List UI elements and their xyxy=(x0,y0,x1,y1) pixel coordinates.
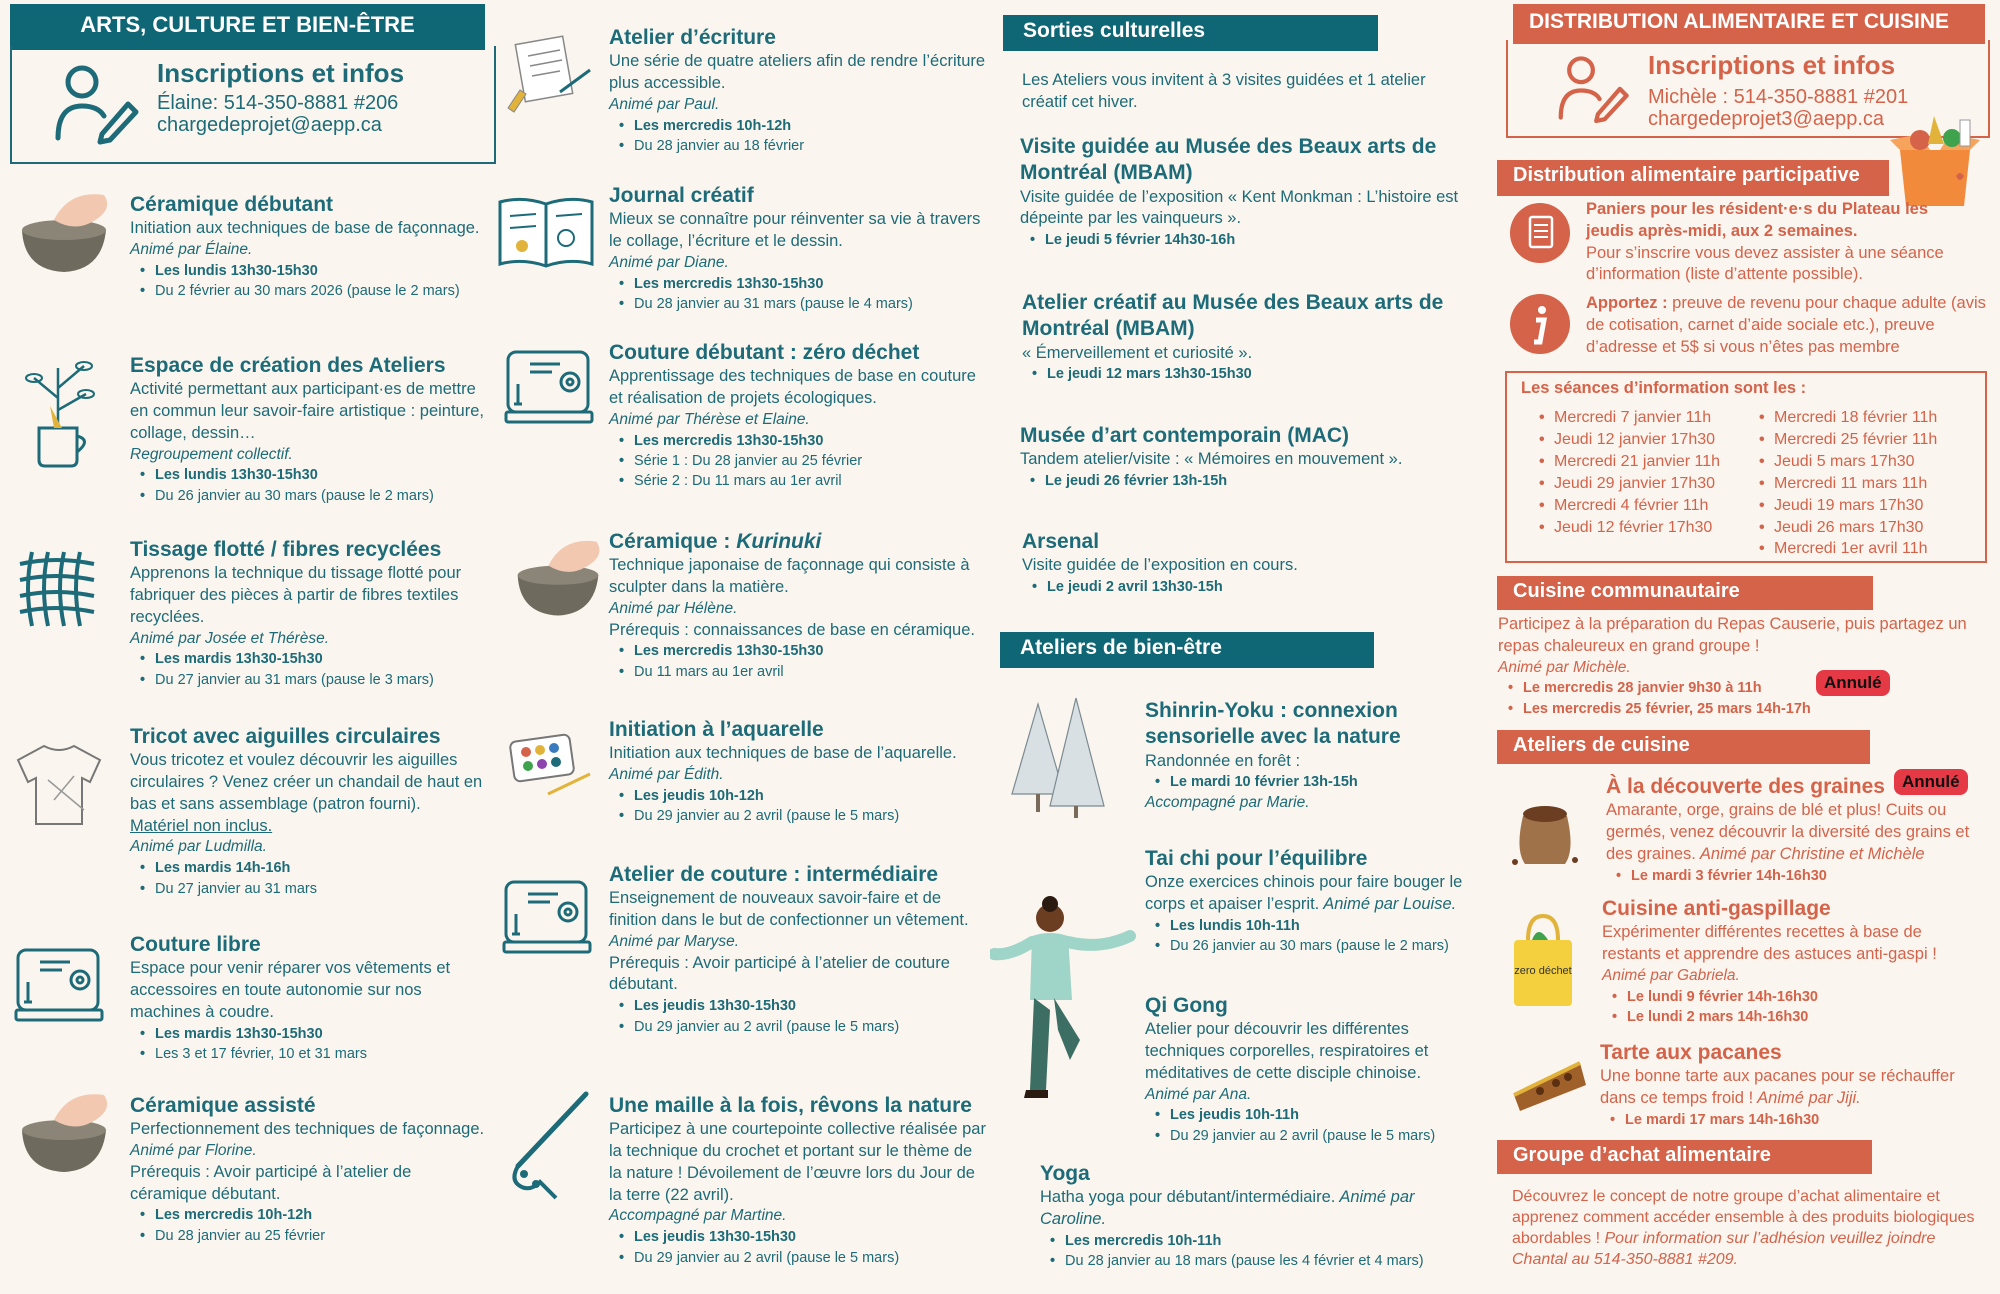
activity-description: Visite guidée de l’exposition « Kent Monkman : L’histoire est dépeinte par les vainqueurs ». xyxy=(1020,187,1459,228)
schedule-dates: • Du 27 janvier au 31 mars (pause le 3 mars) xyxy=(155,670,490,690)
activity-une-maille xyxy=(609,1093,989,1268)
activity-description: Une série de quatre ateliers afin de rendre l’écriture plus accessible. xyxy=(609,52,986,93)
cuisine-communautaire xyxy=(1498,614,1988,719)
activity-animator: Animé par Hélène. xyxy=(609,599,738,617)
schedule-bold: • Les lundis 13h30-15h30 xyxy=(155,465,485,485)
activity-title: Atelier d’écriture xyxy=(609,26,776,49)
schedule-dates: • Du 29 janvier au 2 avril (pause le 5 mars) xyxy=(1170,1126,1475,1146)
schedule-dates: • Du 11 mars au 1er avril xyxy=(634,662,989,682)
activity-title: Céramique débutant xyxy=(130,193,334,216)
schedule-bold: • Les jeudis 13h30-15h30 xyxy=(634,1227,989,1247)
schedule-dates: • Du 29 janvier au 2 avril (pause le 5 mars) xyxy=(634,1248,989,1268)
activity-title: Visite guidée au Musée des Beaux arts de Montréal (MBAM) xyxy=(1020,135,1437,185)
distribution-text: Pour s’inscrire vous devez assister à une séance d’information (liste d’attente possible). xyxy=(1586,243,1944,284)
activity-tricot xyxy=(130,724,485,899)
activity-espace-creation xyxy=(130,353,485,506)
schedule-bold: • Le jeudi 5 février 14h30-16h xyxy=(1045,230,1480,250)
snowy-trees-icon xyxy=(1000,694,1110,820)
activity-journal-creatif xyxy=(609,183,989,314)
activity-description: Tandem atelier/visite : « Mémoires en mouvement ». xyxy=(1020,450,1403,469)
activity-animator: Animé par Paul. xyxy=(609,95,720,113)
seance-item: • Jeudi 12 janvier 17h30 xyxy=(1554,429,1720,451)
schedule-bold: • Les mercredis 10h-12h xyxy=(155,1205,485,1225)
activity-description: Espace pour venir réparer vos vêtements et accessoires en toute autonomie sur nos machines à coudre. xyxy=(130,959,451,1021)
seance-item: • Jeudi 12 février 17h30 xyxy=(1554,517,1720,539)
schedule-dates: • Du 2 février au 30 mars 2026 (pause le 2 mars) xyxy=(155,281,480,301)
schedule-dates: • Du 29 janvier au 2 avril (pause le 5 mars) xyxy=(634,806,989,826)
activity-animator: Animé par Ludmilla. xyxy=(130,838,267,856)
distribution-bold: Paniers pour les résident·e·s du Plateau les jeudis après-midi, aux 2 semaines. xyxy=(1586,200,1929,240)
section-header-bien-etre: Ateliers de bien-être xyxy=(1000,632,1374,668)
activity-title: Musée d’art contemporain (MAC) xyxy=(1020,424,1350,447)
section-header-groupe-achat: Groupe d’achat alimentaire xyxy=(1497,1140,1872,1174)
activity-description: Enseignement de nouveaux savoir-faire et de finition dans le but de confectionner un vêtement. xyxy=(609,889,969,930)
seances-list-left xyxy=(1554,407,1720,538)
crochet-hook-icon xyxy=(500,1090,590,1200)
activity-title: Tarte aux pacanes xyxy=(1600,1041,1782,1064)
info-icon xyxy=(1510,294,1570,354)
distribution-info xyxy=(1586,199,1976,286)
atelier-tarte-pacanes xyxy=(1600,1040,1990,1130)
contact-email[interactable]: chargedeprojet@aepp.ca xyxy=(157,114,382,136)
activity-ceramique-kurinuki xyxy=(609,529,989,682)
sorties-intro: Les Ateliers vous invitent à 3 visites guidées et 1 atelier créatif cet hiver. xyxy=(1022,71,1426,111)
sewing-machine-icon xyxy=(14,942,106,1024)
seance-item: • Mercredi 21 janvier 11h xyxy=(1554,451,1720,473)
sewing-machine-icon xyxy=(502,874,594,956)
contact-phone: Élaine: 514-350-8881 #206 xyxy=(157,92,399,114)
schedule-bold: • Les mercredis 13h30-15h30 xyxy=(634,274,989,294)
activity-title: Une maille à la fois, rêvons la nature xyxy=(609,1094,972,1117)
schedule-bold: • Le lundi 2 mars 14h-16h30 xyxy=(1627,1007,1982,1027)
schedule-bold: • Les jeudis 10h-12h xyxy=(634,786,989,806)
activity-title: Céramique : xyxy=(609,530,737,553)
zero-waste-bag-icon xyxy=(1508,910,1578,1010)
activity-animator: Animé par Josée et Thérèse. xyxy=(130,629,330,647)
schedule-dates: • Série 2 : Du 11 mars au 1er avril xyxy=(634,471,989,491)
activity-description: Participez à une courtepointe collective réalisée par la technique du crochet et portant sur le thème de la nature ! Dévoilement de l’œuvre lors du Jour de la terre (22 avril). xyxy=(609,1120,986,1204)
activity-title: Shinrin-Yoku : connexion sensorielle avec la nature xyxy=(1145,699,1401,749)
activity-animator: Animé par Diane. xyxy=(609,253,729,271)
journal-icon xyxy=(496,194,596,270)
weave-icon xyxy=(16,548,98,630)
activity-title: Initiation à l’aquarelle xyxy=(609,718,824,741)
activity-animator: Accompagné par Martine. xyxy=(609,1207,787,1225)
schedule-bold: • Les jeudis 10h-11h xyxy=(1170,1105,1475,1125)
activity-title: Atelier de couture : intermédiaire xyxy=(609,863,939,886)
schedule-dates: • Du 28 janvier au 18 mars (pause les 4 février et 4 mars) xyxy=(1065,1251,1480,1271)
activity-description: Randonnée en forêt : xyxy=(1145,751,1301,770)
schedule-dates: • Du 28 janvier au 31 mars (pause le 4 mars) xyxy=(634,294,989,314)
seance-item: • Mercredi 11 mars 11h xyxy=(1774,473,1937,495)
contact-email[interactable]: chargedeprojet3@aepp.ca xyxy=(1648,108,1885,130)
schedule-bold: • Les mercredis 13h30-15h30 xyxy=(634,431,989,451)
activity-couture-libre xyxy=(130,932,485,1064)
seance-item: • Mercredi 7 janvier 11h xyxy=(1554,407,1720,429)
section-header-dist-participative: Distribution alimentaire participative xyxy=(1497,160,1889,196)
activity-title: Qi Gong xyxy=(1145,994,1228,1017)
pecan-pie-icon xyxy=(1510,1055,1590,1115)
activity-description: Activité permettant aux participant·es de mettre en commun leur savoir-faire artistique : peinture, collage, dessin… xyxy=(130,380,484,442)
activity-description: Apprentissage des techniques de base en couture et réalisation de projets écologiques. xyxy=(609,367,976,408)
schedule-bold: • Le lundi 9 février 14h-16h30 xyxy=(1627,987,1982,1007)
user-edit-icon xyxy=(1554,50,1630,126)
user-edit-icon xyxy=(50,60,140,146)
schedule-dates: • Les 3 et 17 février, 10 et 31 mars xyxy=(155,1044,485,1064)
activity-animator: Animé par Jiji. xyxy=(1753,1089,1861,1108)
bien-etre-shinrin xyxy=(1145,698,1475,813)
section-header-cuisine-communautaire: Cuisine communautaire xyxy=(1497,576,1873,610)
schedule-bold: • Les mercredis 10h-12h xyxy=(634,116,989,136)
activity-title: À la découverte des graines xyxy=(1606,775,1885,798)
activity-animator: Animé par Christine et Michèle xyxy=(1695,844,1925,863)
schedule-bold: • Les jeudis 13h30-15h30 xyxy=(634,996,989,1016)
sewing-machine-icon xyxy=(504,344,596,426)
schedule-bold: • Le mardi 10 février 13h-15h xyxy=(1170,772,1475,792)
activity-description: Initiation aux techniques de base de façonnage. xyxy=(130,219,480,238)
activity-animator: Animé par Caroline. xyxy=(1040,1188,1415,1229)
activity-prereq: Prérequis : Avoir participé à l’atelier de céramique débutant. xyxy=(130,1162,412,1203)
activity-aquarelle xyxy=(609,717,989,827)
schedule-bold: • Les lundis 13h30-15h30 xyxy=(155,261,480,281)
activity-title: Tai chi pour l’équilibre xyxy=(1145,847,1368,870)
seance-item: • Mercredi 25 février 11h xyxy=(1774,429,1937,451)
activity-atelier-ecriture xyxy=(609,25,989,156)
activity-description: Amarante, orge, grains de blé et plus! Cuits ou germés, venez découvrir la diversité des grains et des graines. xyxy=(1606,801,1970,863)
activity-ceramique-debutant xyxy=(130,192,480,302)
activity-couture-intermediaire xyxy=(609,862,989,1037)
bien-etre-tai-chi xyxy=(1145,846,1480,956)
sweater-icon xyxy=(14,740,104,830)
activity-description: Mieux se connaître pour réinventer sa vie à travers le collage, l’écriture et le dessin. xyxy=(609,210,981,251)
activity-title: Journal créatif xyxy=(609,184,754,207)
activity-description: Découvrez le concept de notre groupe d’achat alimentaire et apprenez comment accéder ensemble à des produits biologiques abordables ! xyxy=(1512,1188,1975,1248)
contact-phone: Michèle : 514-350-8881 #201 xyxy=(1648,86,1909,108)
schedule-bold: • Le jeudi 12 mars 13h30-15h30 xyxy=(1047,364,1482,384)
atelier-anti-gaspillage xyxy=(1602,896,1982,1027)
grain-sack-icon xyxy=(1505,790,1585,870)
schedule-bold: • Le mercredis 28 janvier 9h30 à 11h xyxy=(1523,678,1988,698)
pottery-bowl-icon xyxy=(510,536,606,624)
section-header-ateliers-cuisine: Ateliers de cuisine xyxy=(1497,730,1870,764)
schedule-bold: • Les mercredis 25 février, 25 mars 14h-17h xyxy=(1523,699,1988,719)
schedule-bold: • Les mardis 14h-16h xyxy=(155,858,485,878)
schedule-dates: • Du 26 janvier au 30 mars (pause le 2 mars) xyxy=(155,486,485,506)
activity-animator: Regroupement collectif. xyxy=(130,445,293,463)
activity-description: Une bonne tarte aux pacanes pour se réchauffer dans ce temps froid ! xyxy=(1600,1067,1955,1108)
contact-box-arts xyxy=(10,46,496,164)
activity-animator: Accompagné par Marie. xyxy=(1145,793,1310,811)
sortie-arsenal xyxy=(1022,529,1482,597)
seance-item: • Mercredi 4 février 11h xyxy=(1554,495,1720,517)
activity-description: Technique japonaise de façonnage qui consiste à sculpter dans la matière. xyxy=(609,556,970,597)
bien-etre-qi-gong xyxy=(1145,993,1475,1146)
activity-title: Espace de création des Ateliers xyxy=(130,354,446,377)
activity-title: Tricot avec aiguilles circulaires xyxy=(130,725,441,748)
schedule-bold: • Les lundis 10h-11h xyxy=(1170,916,1480,936)
schedule-dates: • Du 26 janvier au 30 mars (pause le 2 mars) xyxy=(1170,936,1480,956)
seance-item: • Mercredi 18 février 11h xyxy=(1774,407,1937,429)
activity-title: Couture débutant : zéro déchet xyxy=(609,341,920,364)
pottery-bowl-icon xyxy=(14,190,114,280)
activity-prereq: Prérequis : Avoir participé à l’atelier de couture débutant. xyxy=(609,953,950,994)
activity-title-italic: Kurinuki xyxy=(736,530,822,553)
schedule-bold: • Le jeudi 26 février 13h-15h xyxy=(1045,471,1480,491)
section-header-distribution: DISTRIBUTION ALIMENTAIRE ET CUISINE xyxy=(1513,4,1985,44)
schedule-bold: • Les mardis 13h30-15h30 xyxy=(155,649,490,669)
schedule-bold: • Les mercredis 13h30-15h30 xyxy=(634,641,989,661)
activity-animator: Animé par Maryse. xyxy=(609,932,740,950)
sortie-mbam-visite xyxy=(1020,134,1480,250)
schedule-bold: • Les mardis 13h30-15h30 xyxy=(155,1024,485,1044)
activity-ceramique-assiste xyxy=(130,1093,485,1246)
activity-description: Expérimenter différentes recettes à base de restants et apprendre des astuces anti-gaspi ! xyxy=(1602,923,1937,964)
activity-title: Céramique assisté xyxy=(130,1094,316,1117)
sortie-mac xyxy=(1020,423,1480,491)
bien-etre-yoga xyxy=(1040,1161,1480,1271)
schedule-bold: • Le jeudi 2 avril 13h30-15h xyxy=(1047,577,1482,597)
apportez-label: Apportez : xyxy=(1586,294,1668,312)
activity-couture-debutant xyxy=(609,340,989,492)
groupe-achat xyxy=(1512,1186,1990,1270)
zero-dechet-label: zero déchet xyxy=(1514,965,1572,977)
watercolor-palette-icon xyxy=(508,728,594,800)
activity-title: Tissage flotté / fibres recyclées xyxy=(130,538,442,561)
schedule-dates: • Série 1 : Du 28 janvier au 25 février xyxy=(634,451,989,471)
seance-item: • Jeudi 19 mars 17h30 xyxy=(1774,495,1937,517)
schedule-bold: • Le mardi 17 mars 14h-16h30 xyxy=(1625,1110,1990,1130)
activity-description: Vous tricotez et voulez découvrir les aiguilles circulaires ? Venez créer un chandail de haut en bas et sans assemblage (patron fourni). xyxy=(130,751,483,813)
schedule-bold: • Le mardi 3 février 14h-16h30 xyxy=(1631,866,1986,886)
activity-animator: Animé par Louise. xyxy=(1319,895,1457,914)
activity-animator: Animé par Gabriela. xyxy=(1602,966,1740,984)
activity-title: Cuisine anti-gaspillage xyxy=(1602,897,1831,920)
activity-description: Participez à la préparation du Repas Causerie, puis partagez un repas chaleureux en grand groupe ! xyxy=(1498,615,1967,655)
activity-animator: Animé par Élaine. xyxy=(130,241,253,259)
activity-description: Apprenons la technique du tissage flotté pour fabriquer des pièces à partir de fibres textiles recyclées. xyxy=(130,564,462,626)
writing-icon xyxy=(500,30,595,120)
seance-item: • Jeudi 5 mars 17h30 xyxy=(1774,451,1937,473)
tai-chi-person-icon xyxy=(990,890,1140,1120)
document-list-icon xyxy=(1510,203,1570,263)
activity-animator: Animé par Michèle. xyxy=(1498,658,1631,676)
schedule-dates: • Du 28 janvier au 25 février xyxy=(155,1226,485,1246)
material-note: Matériel non inclus. xyxy=(130,816,273,835)
cancelled-badge: Annulé xyxy=(1894,769,1968,795)
pottery-bowl-icon xyxy=(14,1090,114,1180)
plant-mug-icon xyxy=(14,348,104,468)
activity-title: Atelier créatif au Musée des Beaux arts de Montréal (MBAM) xyxy=(1022,291,1444,341)
activity-description: Perfectionnement des techniques de façonnage. xyxy=(130,1120,485,1139)
schedule-dates: • Du 28 janvier au 18 février xyxy=(634,136,989,156)
seances-title: Les séances d’information sont les : xyxy=(1521,379,1807,397)
activity-prereq: Prérequis : connaissances de base en céramique. xyxy=(609,620,975,639)
activity-description: Initiation aux techniques de base de l’aquarelle. xyxy=(609,744,957,763)
contact-title: Inscriptions et infos xyxy=(157,58,405,88)
apportez-text: preuve de revenu pour chaque adulte (avis de cotisation, carnet d’aide sociale etc.), preuve d’adresse et 5$ si vous n’êtes pas membre xyxy=(1586,294,1986,356)
activity-animator: Pour information sur l’adhésion veuillez joindre Chantal au 514-350-8881 #209. xyxy=(1512,1230,1936,1269)
seances-box xyxy=(1505,371,1987,563)
section-header-sorties: Sorties culturelles xyxy=(1003,15,1378,51)
activity-animator: Animé par Thérèse et Elaine. xyxy=(609,410,810,428)
activity-animator: Animé par Édith. xyxy=(609,766,724,784)
seances-list-right xyxy=(1774,407,1937,560)
seance-item: • Jeudi 29 janvier 17h30 xyxy=(1554,473,1720,495)
activity-description: Onze exercices chinois pour faire bouger le corps et apaiser l’esprit. xyxy=(1145,873,1463,914)
contact-title: Inscriptions et infos xyxy=(1648,50,1896,80)
activity-description: Hatha yoga pour débutant/intermédiaire. xyxy=(1040,1188,1336,1207)
sortie-mbam-atelier xyxy=(1022,290,1482,385)
seance-item: • Mercredi 1er avril 11h xyxy=(1774,538,1937,560)
section-header-arts: ARTS, CULTURE ET BIEN-ÊTRE xyxy=(10,4,485,50)
seance-item: • Jeudi 26 mars 17h30 xyxy=(1774,517,1937,539)
activity-description: « Émerveillement et curiosité ». xyxy=(1022,343,1253,362)
schedule-dates: • Du 27 janvier au 31 mars xyxy=(155,879,485,899)
schedule-bold: • Les mercredis 10h-11h xyxy=(1065,1231,1480,1251)
schedule-dates: • Du 29 janvier au 2 avril (pause le 5 mars) xyxy=(634,1017,989,1037)
activity-description: Atelier pour découvrir les différentes techniques corporelles, respiratoires et méditatives de cette disciple chinoise. xyxy=(1145,1020,1429,1082)
activity-title: Yoga xyxy=(1040,1162,1090,1185)
activity-title: Couture libre xyxy=(130,933,261,956)
apportez-info xyxy=(1586,293,1986,358)
cancelled-badge: Annulé xyxy=(1816,670,1890,696)
activity-animator: Animé par Ana. xyxy=(1145,1085,1252,1103)
activity-title: Arsenal xyxy=(1022,530,1100,553)
activity-description: Visite guidée de l’exposition en cours. xyxy=(1022,556,1298,575)
grocery-box-icon xyxy=(1880,110,1990,210)
activity-tissage xyxy=(130,537,490,690)
activity-animator: Animé par Florine. xyxy=(130,1142,257,1160)
